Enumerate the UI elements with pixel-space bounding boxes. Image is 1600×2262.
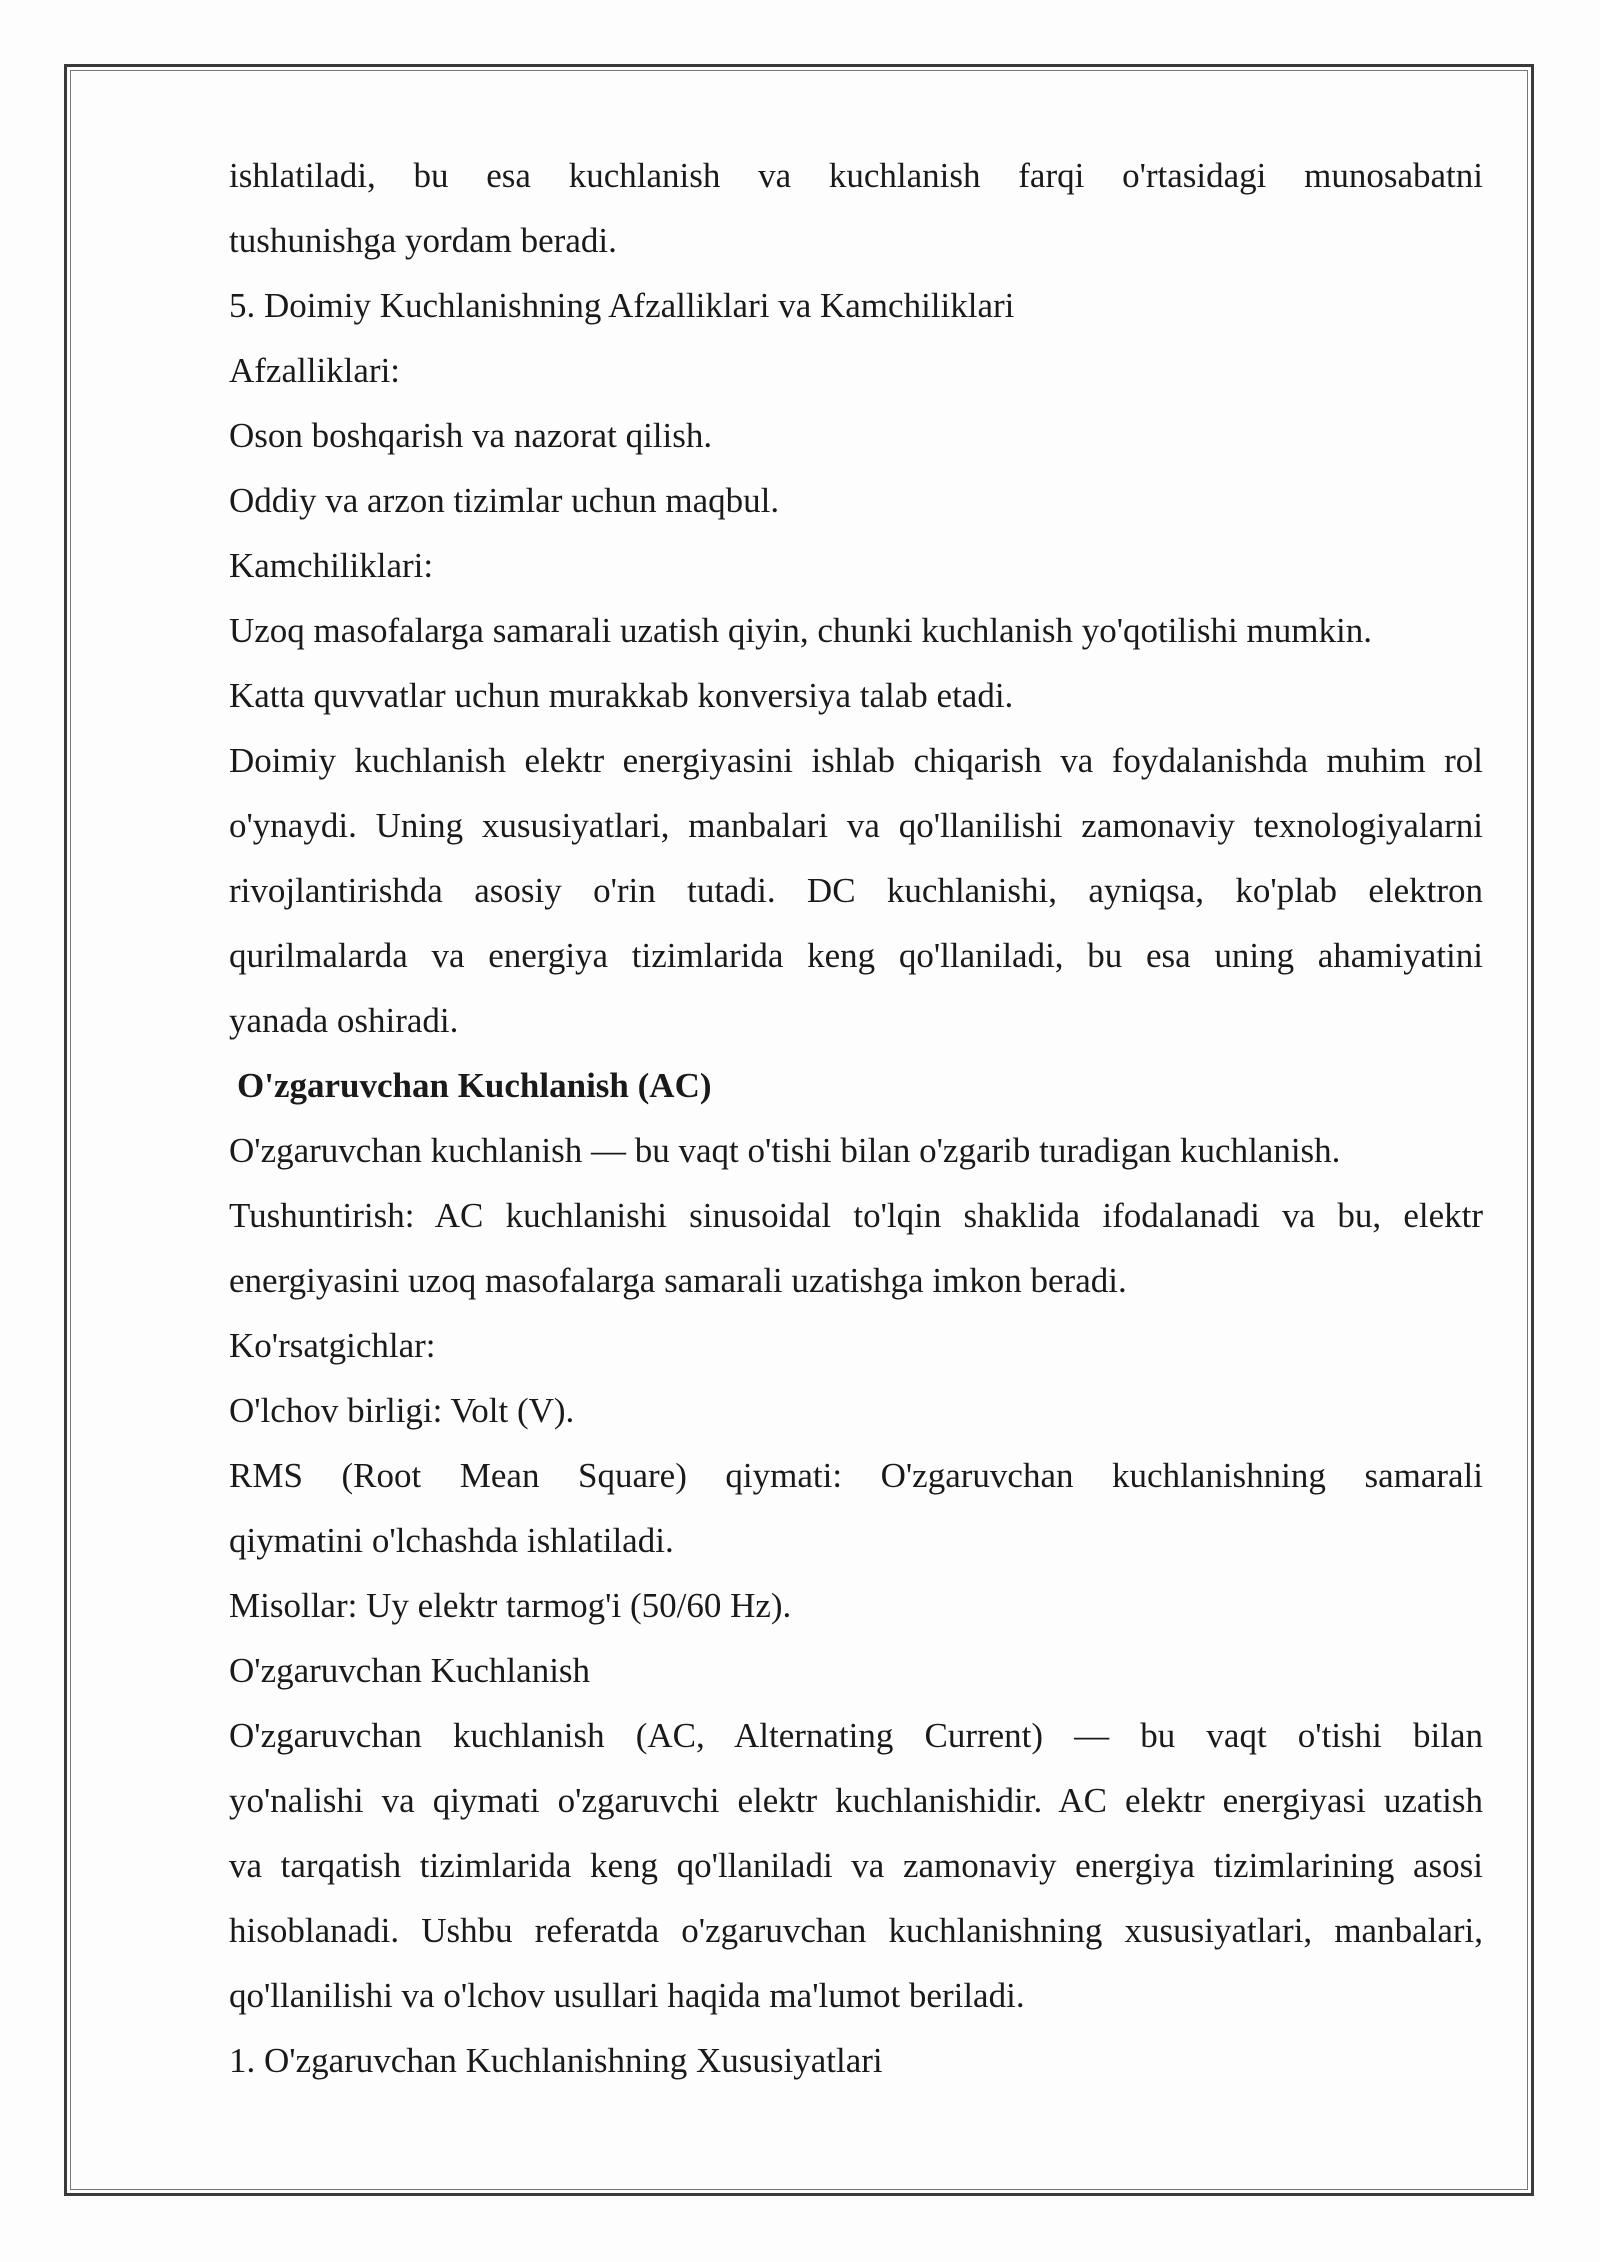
paragraph-line: O'zgaruvchan kuchlanish (AC, Alternating Current) — bu vaqt o'tishi bilan bbox=[229, 1716, 1483, 1755]
list-item: O'lchov birligi: Volt (V). bbox=[229, 1391, 575, 1430]
definition-line: O'zgaruvchan kuchlanish — bu vaqt o'tishi bilan o'zgarib turadigan kuchlanish. bbox=[229, 1131, 1341, 1170]
paragraph-line: o'ynaydi. Uning xususiyatlari, manbalari va qo'llanilishi zamonaviy texnologiyalarni bbox=[229, 806, 1483, 845]
subheading-ac: O'zgaruvchan Kuchlanish bbox=[229, 1651, 591, 1690]
paragraph-line: qiymatini o'lchashda ishlatiladi. bbox=[229, 1521, 674, 1560]
paragraph-line: va tarqatish tizimlarida keng qo'llaniladi va zamonaviy energiya tizimlarining asosi bbox=[229, 1846, 1483, 1885]
list-item: Uzoq masofalarga samarali uzatish qiyin, chunki kuchlanish yo'qotilishi mumkin. bbox=[229, 611, 1372, 650]
paragraph-line: yanada oshiradi. bbox=[229, 1001, 459, 1040]
list-item: Oddiy va arzon tizimlar uchun maqbul. bbox=[229, 481, 780, 520]
paragraph-line: energiyasini uzoq masofalarga samarali uzatishga imkon beradi. bbox=[229, 1261, 1127, 1300]
paragraph-line: hisoblanadi. Ushbu referatda o'zgaruvchan kuchlanishning xususiyatlari, manbalari, bbox=[229, 1911, 1483, 1950]
list-item: Katta quvvatlar uchun murakkab konversiya talab etadi. bbox=[229, 676, 1014, 715]
section-heading: 1. O'zgaruvchan Kuchlanishning Xususiyatlari bbox=[229, 2041, 883, 2080]
section-heading: 5. Doimiy Kuchlanishning Afzalliklari va Kamchiliklari bbox=[229, 286, 1015, 325]
list-item: Oson boshqarish va nazorat qilish. bbox=[229, 416, 713, 455]
document-body bbox=[229, 143, 1483, 2093]
subheading-indicators: Ko'rsatgichlar: bbox=[229, 1326, 436, 1365]
paragraph-line: Tushuntirish: AC kuchlanishi sinusoidal to'lqin shaklida ifodalanadi va bu, elektr bbox=[229, 1196, 1483, 1235]
subheading-disadvantages: Kamchiliklari: bbox=[229, 546, 434, 585]
paragraph-line: tushunishga yordam beradi. bbox=[229, 221, 617, 260]
paragraph-line: rivojlantirishda asosiy o'rin tutadi. DC kuchlanishi, ayniqsa, ko'plab elektron bbox=[229, 871, 1483, 910]
paragraph-line: yo'nalishi va qiymati o'zgaruvchi elektr kuchlanishidir. AC elektr energiyasi uzatish bbox=[229, 1781, 1483, 1820]
paragraph-line: Doimiy kuchlanish elektr energiyasini ishlab chiqarish va foydalanishda muhim rol bbox=[229, 741, 1483, 780]
subheading-advantages: Afzalliklari: bbox=[229, 351, 401, 390]
section-title-ac: O'zgaruvchan Kuchlanish (AC) bbox=[237, 1066, 712, 1105]
paragraph-line: ishlatiladi, bu esa kuchlanish va kuchlanish farqi o'rtasidagi munosabatni bbox=[229, 156, 1483, 195]
paragraph-line: qo'llanilishi va o'lchov usullari haqida ma'lumot beriladi. bbox=[229, 1976, 1025, 2015]
paragraph-line: RMS (Root Mean Square) qiymati: O'zgaruvchan kuchlanishning samarali bbox=[229, 1456, 1483, 1495]
list-item: Misollar: Uy elektr tarmog'i (50/60 Hz). bbox=[229, 1586, 792, 1625]
paragraph-line: qurilmalarda va energiya tizimlarida keng qo'llaniladi, bu esa uning ahamiyatini bbox=[229, 936, 1483, 975]
